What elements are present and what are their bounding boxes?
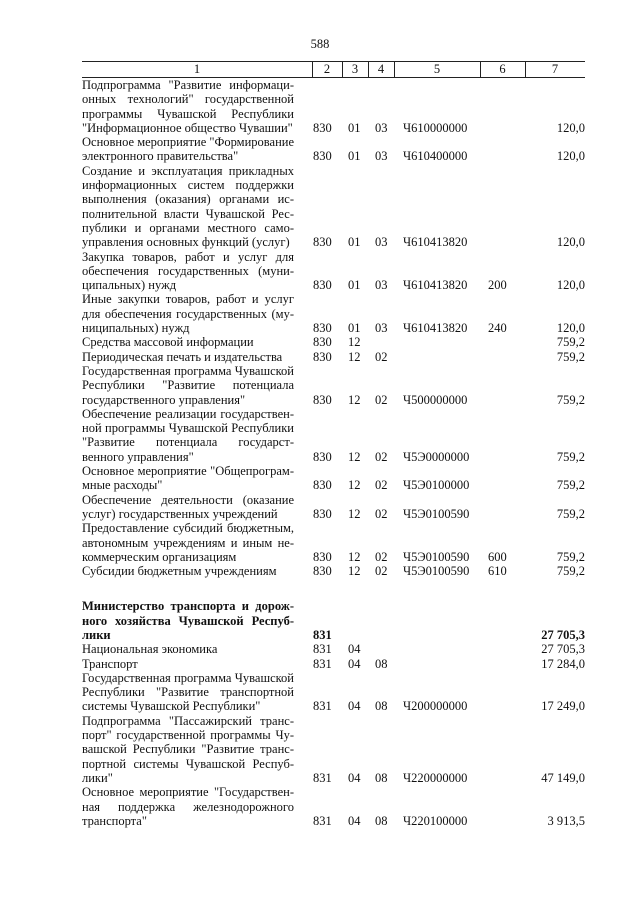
- cell-c7: 759,2: [556, 349, 585, 364]
- table-body: [82, 78, 585, 828]
- page-number: 588: [310, 37, 330, 51]
- cell-c5: Ч610413820: [403, 278, 468, 293]
- row-description: Закупка товаров, работ и услуг для обеспечения государственных (муниципальных) нужд: [82, 249, 294, 293]
- cell-c5: Ч220000000: [403, 770, 468, 785]
- header-col-5: 5: [433, 62, 441, 76]
- table-row: [82, 493, 585, 522]
- row-description: Транспорт: [82, 656, 138, 671]
- table-row: [82, 564, 585, 578]
- cell-c3: 12: [348, 478, 361, 493]
- cell-c7: 120,0: [556, 149, 585, 164]
- cell-c4: 02: [375, 549, 388, 564]
- cell-c4: 02: [375, 449, 388, 464]
- cell-c3: 04: [348, 642, 361, 657]
- row-description: Периодическая печать и издательства: [82, 349, 283, 364]
- cell-c2: 830: [313, 349, 332, 364]
- cell-c3: 04: [348, 656, 361, 671]
- cell-c4: 08: [375, 699, 388, 714]
- cell-c5: Ч200000000: [403, 699, 468, 714]
- cell-c5: Ч5Э0100590: [403, 506, 470, 521]
- cell-c7: 120,0: [556, 235, 585, 250]
- cell-c4: 03: [375, 149, 388, 164]
- cell-c2: 830: [313, 321, 332, 336]
- cell-c7: 3 913,5: [547, 813, 585, 828]
- table-row: [82, 714, 585, 785]
- cell-c5: Ч5Э0100590: [403, 564, 470, 579]
- cell-c2: 831: [313, 656, 332, 671]
- cell-c4: 03: [375, 120, 388, 135]
- cell-c4: 02: [375, 564, 388, 579]
- cell-c4: 02: [375, 392, 388, 407]
- table-row: [82, 785, 585, 828]
- cell-c3: 12: [348, 349, 361, 364]
- cell-c4: 08: [375, 813, 388, 828]
- cell-c3: 12: [348, 449, 361, 464]
- cell-c3: 12: [348, 335, 361, 350]
- header-col-7: 7: [551, 62, 559, 76]
- cell-c2: 830: [313, 549, 332, 564]
- row-description: Подпрограмма "Пассажирский транспорт" государственной программы Чувашской Республики "Развитие транспортной системы Чувашской Республики": [82, 713, 294, 785]
- cell-c7: 120,0: [556, 120, 585, 135]
- cell-c2: 830: [313, 478, 332, 493]
- cell-c2: 830: [313, 335, 332, 350]
- cell-c4: 08: [375, 656, 388, 671]
- header-col-3: 3: [351, 62, 359, 76]
- cell-c7: 120,0: [556, 278, 585, 293]
- cell-c7: 759,2: [556, 564, 585, 579]
- cell-c6: 200: [488, 278, 507, 293]
- cell-c7: 759,2: [556, 449, 585, 464]
- row-description: Основное мероприятие "Формирование электронного правительства": [82, 135, 294, 164]
- row-description: Создание и эксплуатация прикладных информационных систем поддержки выполнения (оказания) органами исполнительной власти Чувашской Республики и органами местного самоуправления основных функций (услуг): [82, 163, 294, 250]
- cell-c3: 01: [348, 235, 361, 250]
- header-col-4: 4: [377, 62, 385, 76]
- cell-c7: 47 149,0: [541, 770, 585, 785]
- row-description: Обеспечение деятельности (оказание услуг) государственных учреждений: [82, 492, 294, 521]
- row-spacer: [82, 578, 585, 599]
- cell-c3: 12: [348, 392, 361, 407]
- cell-c7: 27 705,3: [541, 627, 585, 642]
- row-description: Предоставление субсидий бюджетным, автономным учреждениям и иным некоммерческим организациям: [82, 521, 294, 564]
- table-row: [82, 407, 585, 464]
- cell-c7: 27 705,3: [541, 642, 585, 657]
- cell-c3: 01: [348, 120, 361, 135]
- table-row: [82, 521, 585, 564]
- cell-c7: 759,2: [556, 478, 585, 493]
- cell-c2: 830: [313, 564, 332, 579]
- cell-c5: Ч610000000: [403, 120, 468, 135]
- cell-c5: Ч220100000: [403, 813, 468, 828]
- cell-c2: 831: [313, 627, 332, 642]
- cell-c4: 08: [375, 770, 388, 785]
- row-description: Основное мероприятие "Государственная поддержка железнодорожного транспорта": [82, 785, 294, 828]
- cell-c4: 02: [375, 506, 388, 521]
- cell-c2: 830: [313, 278, 332, 293]
- row-description: Государственная программа Чувашской Республики "Развитие потенциала государственного управления": [82, 363, 294, 407]
- header-col-1: 1: [193, 62, 201, 76]
- table-row: [82, 642, 585, 656]
- cell-c2: 830: [313, 149, 332, 164]
- row-description: Средства массовой информации: [82, 335, 254, 350]
- table-row: [82, 599, 585, 642]
- cell-c2: 830: [313, 120, 332, 135]
- cell-c2: 830: [313, 449, 332, 464]
- cell-c7: 759,2: [556, 335, 585, 350]
- row-description: Обеспечение реализации государственной программы Чувашской Республики "Развитие потенциала государственного управления": [82, 406, 294, 464]
- table-row: [82, 671, 585, 714]
- table-row: [82, 464, 585, 493]
- cell-c5: Ч5Э0100000: [403, 478, 470, 493]
- cell-c7: 120,0: [556, 321, 585, 336]
- cell-c6: 610: [488, 564, 507, 579]
- cell-c5: Ч610413820: [403, 235, 468, 250]
- table-row: [82, 135, 585, 164]
- cell-c4: 03: [375, 235, 388, 250]
- table-row: [82, 78, 585, 135]
- cell-c3: 04: [348, 699, 361, 714]
- table-row: [82, 164, 585, 250]
- cell-c2: 830: [313, 235, 332, 250]
- row-description: Государственная программа Чувашской Республики "Развитие транспортной системы Чувашской Республики": [82, 670, 294, 714]
- table-row: [82, 335, 585, 349]
- cell-c5: Ч610400000: [403, 149, 468, 164]
- cell-c3: 12: [348, 549, 361, 564]
- row-description: Министерство транспорта и дорожного хозяйства Чувашской Республики: [82, 599, 294, 642]
- cell-c6: 600: [488, 549, 507, 564]
- cell-c3: 12: [348, 506, 361, 521]
- cell-c3: 04: [348, 813, 361, 828]
- cell-c3: 04: [348, 770, 361, 785]
- table-row: [82, 350, 585, 364]
- cell-c2: 831: [313, 813, 332, 828]
- cell-c5: Ч5Э0000000: [403, 449, 470, 464]
- cell-c3: 12: [348, 564, 361, 579]
- cell-c7: 759,2: [556, 506, 585, 521]
- cell-c3: 01: [348, 149, 361, 164]
- cell-c6: 240: [488, 321, 507, 336]
- cell-c2: 831: [313, 699, 332, 714]
- table-row: [82, 292, 585, 335]
- cell-c5: Ч500000000: [403, 392, 468, 407]
- table-row: [82, 657, 585, 671]
- cell-c5: Ч5Э0100590: [403, 549, 470, 564]
- cell-c4: 02: [375, 349, 388, 364]
- cell-c7: 17 249,0: [541, 699, 585, 714]
- row-description: Национальная экономика: [82, 642, 218, 657]
- row-description: Субсидии бюджетным учреждениям: [82, 564, 277, 579]
- table-row: [82, 250, 585, 293]
- cell-c2: 831: [313, 642, 332, 657]
- cell-c7: 759,2: [556, 392, 585, 407]
- row-description: Основное мероприятие "Общепрограммные расходы": [82, 464, 294, 493]
- cell-c2: 830: [313, 506, 332, 521]
- cell-c4: 03: [375, 321, 388, 336]
- row-description: Подпрограмма "Развитие информационных технологий" государственной программы Чувашской Республики "Информационное общество Чувашии": [82, 78, 294, 135]
- cell-c3: 01: [348, 278, 361, 293]
- table-header: [82, 61, 585, 78]
- header-col-2: 2: [323, 62, 331, 76]
- cell-c3: 01: [348, 321, 361, 336]
- cell-c2: 830: [313, 392, 332, 407]
- cell-c5: Ч610413820: [403, 321, 468, 336]
- cell-c4: 02: [375, 478, 388, 493]
- header-col-6: 6: [499, 62, 506, 76]
- cell-c4: 03: [375, 278, 388, 293]
- table-row: [82, 364, 585, 407]
- cell-c7: 759,2: [556, 549, 585, 564]
- cell-c7: 17 284,0: [541, 656, 585, 671]
- row-description: Иные закупки товаров, работ и услуг для обеспечения государственных (муниципальных) нужд: [82, 292, 294, 336]
- cell-c2: 831: [313, 770, 332, 785]
